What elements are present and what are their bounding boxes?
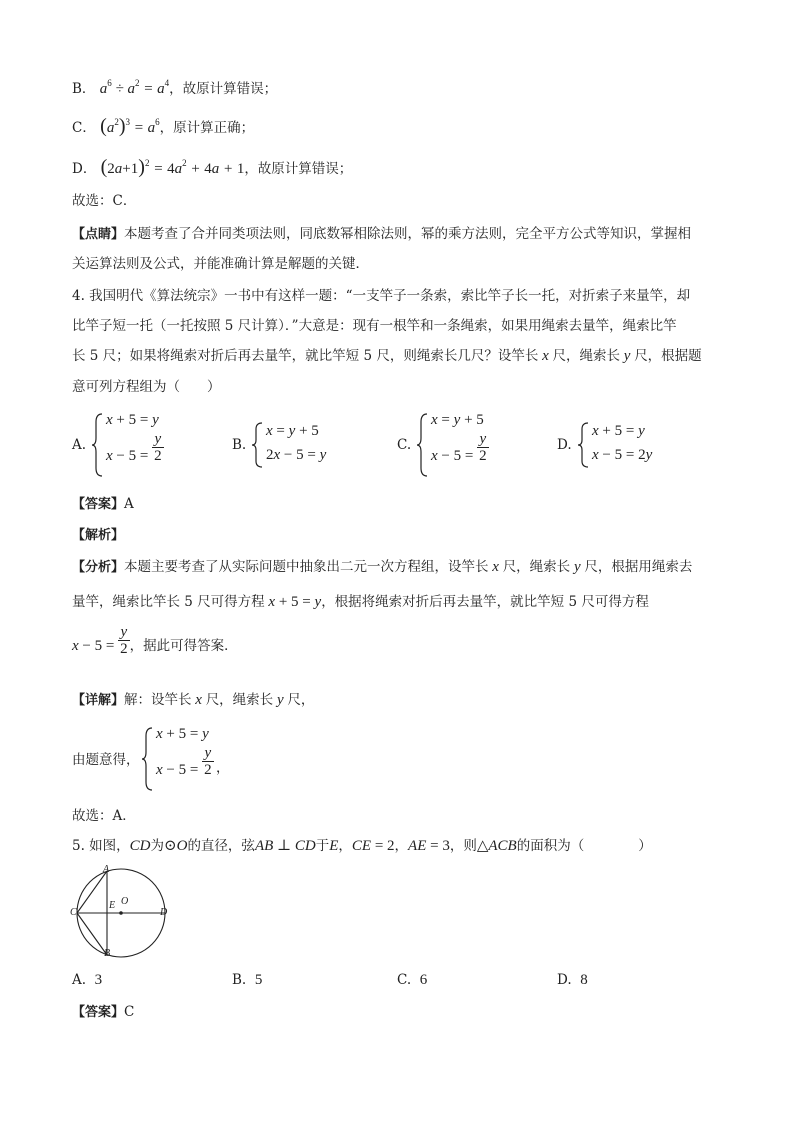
option-b-prev: B． $a^6 \div a^2 = a^4$，故原计算错误；: [72, 78, 278, 97]
brace-icon: [142, 726, 154, 792]
formula-c: $(a^2)^3 = a^6$: [100, 115, 160, 137]
q4-line-3: 长 5 尺；如果将绳索对折后再去量竿，就比竿短 5 尺，则绳索长几尺？设竿长 x 尺，绳索长 y 尺，根据题: [72, 348, 702, 364]
q5-option-d: D. 8: [557, 972, 588, 988]
option-c-prev: C． $(a^2)^3 = a^6$，原计算正确；: [72, 115, 255, 137]
q5-option-a: A. 3: [72, 972, 103, 988]
q4-line-2: 比竿子短一托（一托按照 5 尺计算）．”大意是：现有一根竿和一条绳索，如果用绳索去量竿，绳索比竿: [72, 318, 677, 334]
fenxi-line-3: x − 5 = $\frac{y}{2}$ ，据此可得答案．: [72, 624, 238, 657]
q4-line-4: 意可列方程组为（ ）: [72, 379, 221, 395]
xiangjie-line-1: 【详解】解：设竿长 x 尺，绳索长 y 尺，: [72, 692, 315, 708]
q4-option-d-label: D.: [557, 437, 572, 453]
q4-option-d-system: x + 5 = y x − 5 = 2y: [578, 421, 668, 471]
brace-icon: [578, 421, 590, 469]
brace-icon: [92, 412, 104, 478]
q5-stem: 5. 如图，CD为⊙O的直径，弦AB ⊥ CD于E，CE = 2，AE = 3，则△ACB的面积为（ ）: [72, 838, 652, 854]
choice-prev: 故选：C．: [72, 193, 137, 209]
q4-option-a-label: A.: [72, 437, 87, 453]
q4-option-b-system: x = y + 5 2x − 5 = y: [252, 421, 342, 471]
answer-q4: 【答案】A: [72, 496, 134, 512]
label-e: E: [109, 900, 116, 911]
formula-d: $(2a+1)^2 = 4a^2 + 4a + 1$: [100, 156, 245, 178]
brace-icon: [252, 421, 264, 469]
choice-q4: 故选：A．: [72, 808, 136, 824]
label-d: D: [160, 907, 168, 918]
fenxi-line-2: 量竿，绳索比竿长 5 尺可得方程 x + 5 = y，根据将绳索对折后再去量竿，就比竿短 5 尺可得方程: [72, 594, 649, 610]
q5-option-c: C. 6: [397, 972, 428, 988]
comment-line-2: 关运算法则及公式，并能准确计算是解题的关键．: [72, 256, 369, 272]
formula-b: $a^6 \div a^2 = a^4$: [99, 78, 170, 97]
q5-option-b: B. 5: [232, 972, 263, 988]
fenxi-line-1: 【分析】本题主要考查了从实际问题中抽象出二元一次方程组，设竿长 x 尺，绳索长 y 尺，根据用绳索去: [72, 559, 693, 575]
xiangjie-line-2: 由题意得，: [72, 752, 140, 768]
analysis-tag: 【解析】: [72, 528, 125, 543]
label-b: B: [104, 948, 111, 959]
q4-option-c-label: C.: [397, 437, 412, 453]
label-c: C: [70, 907, 77, 918]
brace-icon: [417, 412, 429, 478]
label-o: O: [121, 896, 129, 907]
q4-option-b-label: B.: [232, 437, 247, 453]
comment-tag: 【点睛】: [72, 227, 125, 242]
comment-line-1: 【点睛】本题考查了合并同类项法则，同底数幂相除法则，幂的乘方法则，完全平方公式等知识，掌握相: [72, 226, 692, 242]
label-a: A: [103, 864, 110, 875]
q4-line-1: 4. 我国明代《算法统宗》一书中有这样一题：“一支竿子一条索，索比竿子长一托，对折索子来量竿，却: [72, 288, 691, 304]
q4-option-c-system: x = y + 5 x − 5 = $\frac{y}{2}$: [417, 412, 497, 478]
answer-q5: 【答案】C: [72, 1004, 135, 1020]
q4-option-a-system: x + 5 = y x − 5 = $\frac{y}{2}$: [92, 412, 172, 478]
xiangjie-system: x + 5 = y x − 5 = $\frac{y}{2}$ ，: [142, 726, 232, 792]
option-d-prev: D． $(2a+1)^2 = 4a^2 + 4a + 1$，故原计算错误；: [72, 156, 353, 178]
